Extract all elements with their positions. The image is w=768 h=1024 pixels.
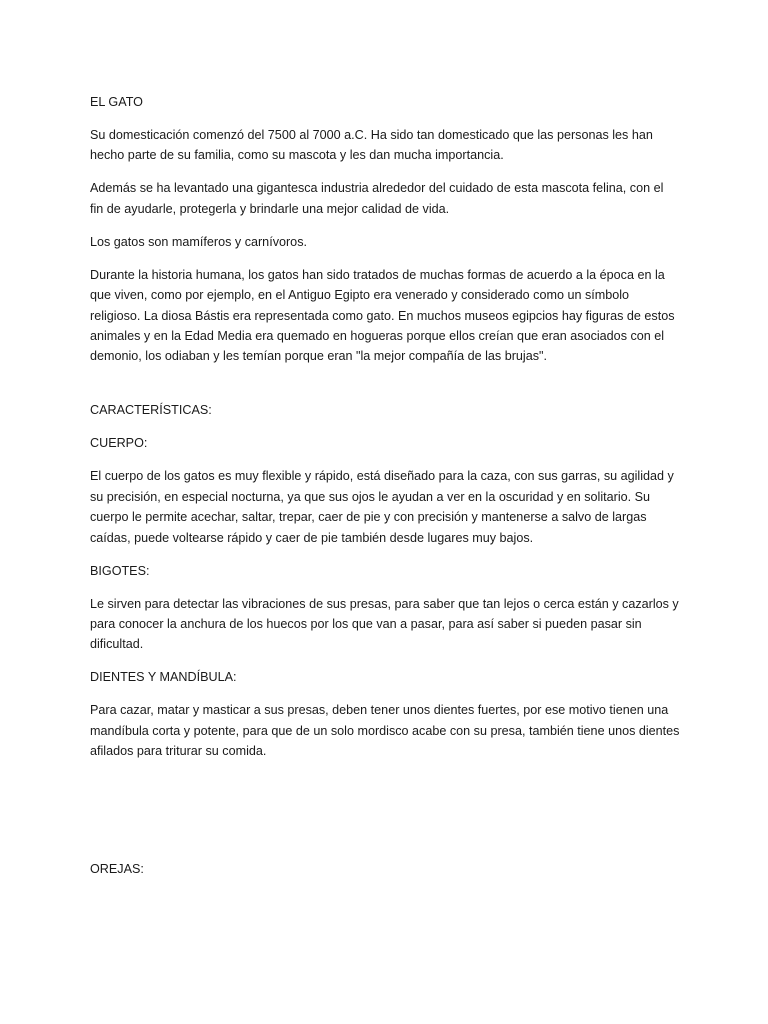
characteristics-heading: CARACTERÍSTICAS: [90, 403, 212, 418]
blank-lines [90, 774, 680, 859]
document-body [90, 92, 680, 892]
intro-paragraph-history: Durante la historia humana, los gatos han sido tratados de muchas formas de acuerdo a la época en la que viven, como por ejemplo, en el Antiguo Egipto era venerado y considerado como un símbolo religioso. La diosa Bástis era representada como gato. En muchos museos egipcios hay figuras de estos animales y en la Edad Media era quemado en hogueras porque ellos creían que eran asociados con el demonio, los odiaban y les temían porque eran "la mejor compañía de las brujas". [90, 267, 675, 364]
document-title: EL GATO [90, 95, 143, 109]
section-heading-teeth: DIENTES Y MANDÍBULA: [90, 670, 237, 685]
intro-paragraph-classification: Los gatos son mamíferos y carnívoros. [90, 234, 307, 249]
section-heading-ears: OREJAS: [90, 862, 144, 877]
intro-paragraph-domestication: Su domesticación comenzó del 7500 al 7000 a.C. Ha sido tan domesticado que las personas les han hecho parte de su familia, como su mascota y les dan mucha importancia. [90, 128, 653, 163]
blank-line [90, 379, 680, 400]
intro-paragraph-industry: Además se ha levantado una gigantesca industria alrededor del cuidado de esta mascota felina, con el fin de ayudarle, protegerla y brindarle una mejor calidad de vida. [90, 181, 664, 216]
section-heading-body: CUERPO: [90, 436, 148, 451]
section-text-body: El cuerpo de los gatos es muy flexible y rápido, está diseñado para la caza, con sus garras, su agilidad y su precisión, en especial nocturna, ya que sus ojos le ayudan a ver en la oscuridad y en solitario. Su cuerpo le permite acechar, saltar, trepar, caer de pie y con precisión y mantenerse a salvo de largas caídas, puede voltearse rápido y caer de pie también desde lugares muy bajos. [90, 469, 674, 545]
section-text-teeth: Para cazar, matar y masticar a sus presas, deben tener unos dientes fuertes, por ese motivo tienen una mandíbula corta y potente, para que de un solo mordisco acabe con su presa, también tiene unos dientes afilados para triturar su comida. [90, 703, 680, 759]
section-heading-whiskers: BIGOTES: [90, 563, 150, 578]
section-text-whiskers: Le sirven para detectar las vibraciones de sus presas, para saber que tan lejos o cerca están y cazarlos y para conocer la anchura de los huecos por los que van a pasar, para así saber si pueden pasar sin dificultad. [90, 596, 679, 652]
